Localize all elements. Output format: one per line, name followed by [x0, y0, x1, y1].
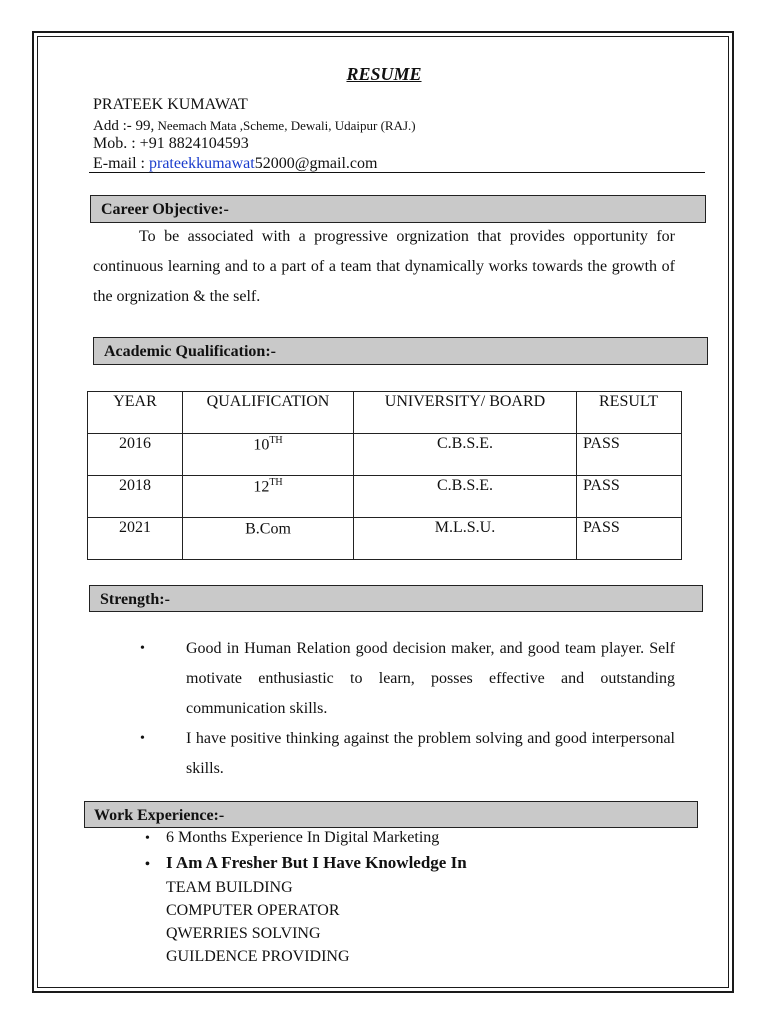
table-row	[88, 476, 682, 518]
qual-suffix: TH	[269, 477, 283, 488]
strength-text: Good in Human Relation good decision maker, and good team player. Self motivate enthusiastic to learn, posses effective and outstanding communication skills.	[186, 640, 675, 717]
career-objective-heading: Career Objective:-	[90, 195, 706, 223]
work-item-text: I Am A Fresher But I Have Knowledge In	[166, 853, 467, 872]
header-qualification: QUALIFICATION	[183, 392, 354, 434]
address-prefix: Add :- 99,	[93, 118, 155, 134]
cell-year: 2021	[88, 518, 183, 560]
qual-suffix: TH	[269, 435, 283, 446]
list-item	[140, 724, 675, 784]
career-objective-text: To be associated with a progressive orgnization that provides opportunity for continuous learning and to a part of a team that dynamically works towards the growth of the orgnization & the self.	[93, 228, 675, 305]
email-link[interactable]: prateekkumawat	[148, 155, 255, 172]
strength-text: I have positive thinking against the problem solving and good interpersonal skills.	[186, 730, 675, 777]
academic-table	[87, 391, 682, 560]
cell-year: 2016	[88, 434, 183, 476]
strength-list	[140, 634, 675, 784]
skill-item: COMPUTER OPERATOR	[166, 902, 340, 919]
list-item	[140, 634, 675, 724]
skill-item: QWERRIES SOLVING	[166, 925, 321, 942]
email-label: E-mail :	[93, 155, 149, 172]
bullet-icon: •	[140, 731, 145, 746]
email-rest: 52000@gmail.com	[254, 155, 378, 172]
mobile-line: Mob. : +91 8824104593	[93, 135, 249, 152]
qual-value: 10	[253, 436, 270, 454]
qual-value: 12	[253, 478, 270, 496]
strength-heading: Strength:-	[89, 585, 703, 612]
document-title: RESUME	[346, 64, 422, 84]
skill-item: GUILDENCE PROVIDING	[166, 948, 350, 965]
cell-board: C.B.S.E.	[354, 476, 577, 518]
skills-list	[166, 876, 350, 968]
address-line	[93, 118, 416, 135]
cell-qualification	[183, 476, 354, 518]
header-university: UNIVERSITY/ BOARD	[354, 392, 577, 434]
academic-heading: Academic Qualification:-	[93, 337, 708, 365]
bullet-icon: •	[140, 641, 145, 656]
work-item-text: 6 Months Experience In Digital Marketing	[166, 829, 440, 846]
work-item	[145, 829, 439, 847]
table-row	[88, 518, 682, 560]
bullet-icon: •	[145, 857, 150, 872]
cell-board: C.B.S.E.	[354, 434, 577, 476]
contact-divider	[89, 172, 705, 173]
cell-qualification	[183, 518, 354, 560]
cell-result: PASS	[577, 518, 682, 560]
header-year: YEAR	[88, 392, 183, 434]
cell-result: PASS	[577, 434, 682, 476]
work-experience-heading: Work Experience:-	[84, 801, 698, 828]
table-row	[88, 434, 682, 476]
address-rest: Neemach Mata ,Scheme, Dewali, Udaipur (RAJ.)	[154, 118, 416, 133]
qual-value: B.Com	[245, 520, 291, 538]
candidate-name: PRATEEK KUMAWAT	[93, 96, 248, 113]
skill-item: TEAM BUILDING	[166, 879, 293, 896]
cell-result: PASS	[577, 476, 682, 518]
cell-year: 2018	[88, 476, 183, 518]
work-item	[145, 853, 467, 873]
email-line	[93, 155, 377, 173]
table-header-row	[88, 392, 682, 434]
header-result: RESULT	[577, 392, 682, 434]
cell-qualification	[183, 434, 354, 476]
bullet-icon: •	[145, 831, 150, 846]
cell-board: M.L.S.U.	[354, 518, 577, 560]
